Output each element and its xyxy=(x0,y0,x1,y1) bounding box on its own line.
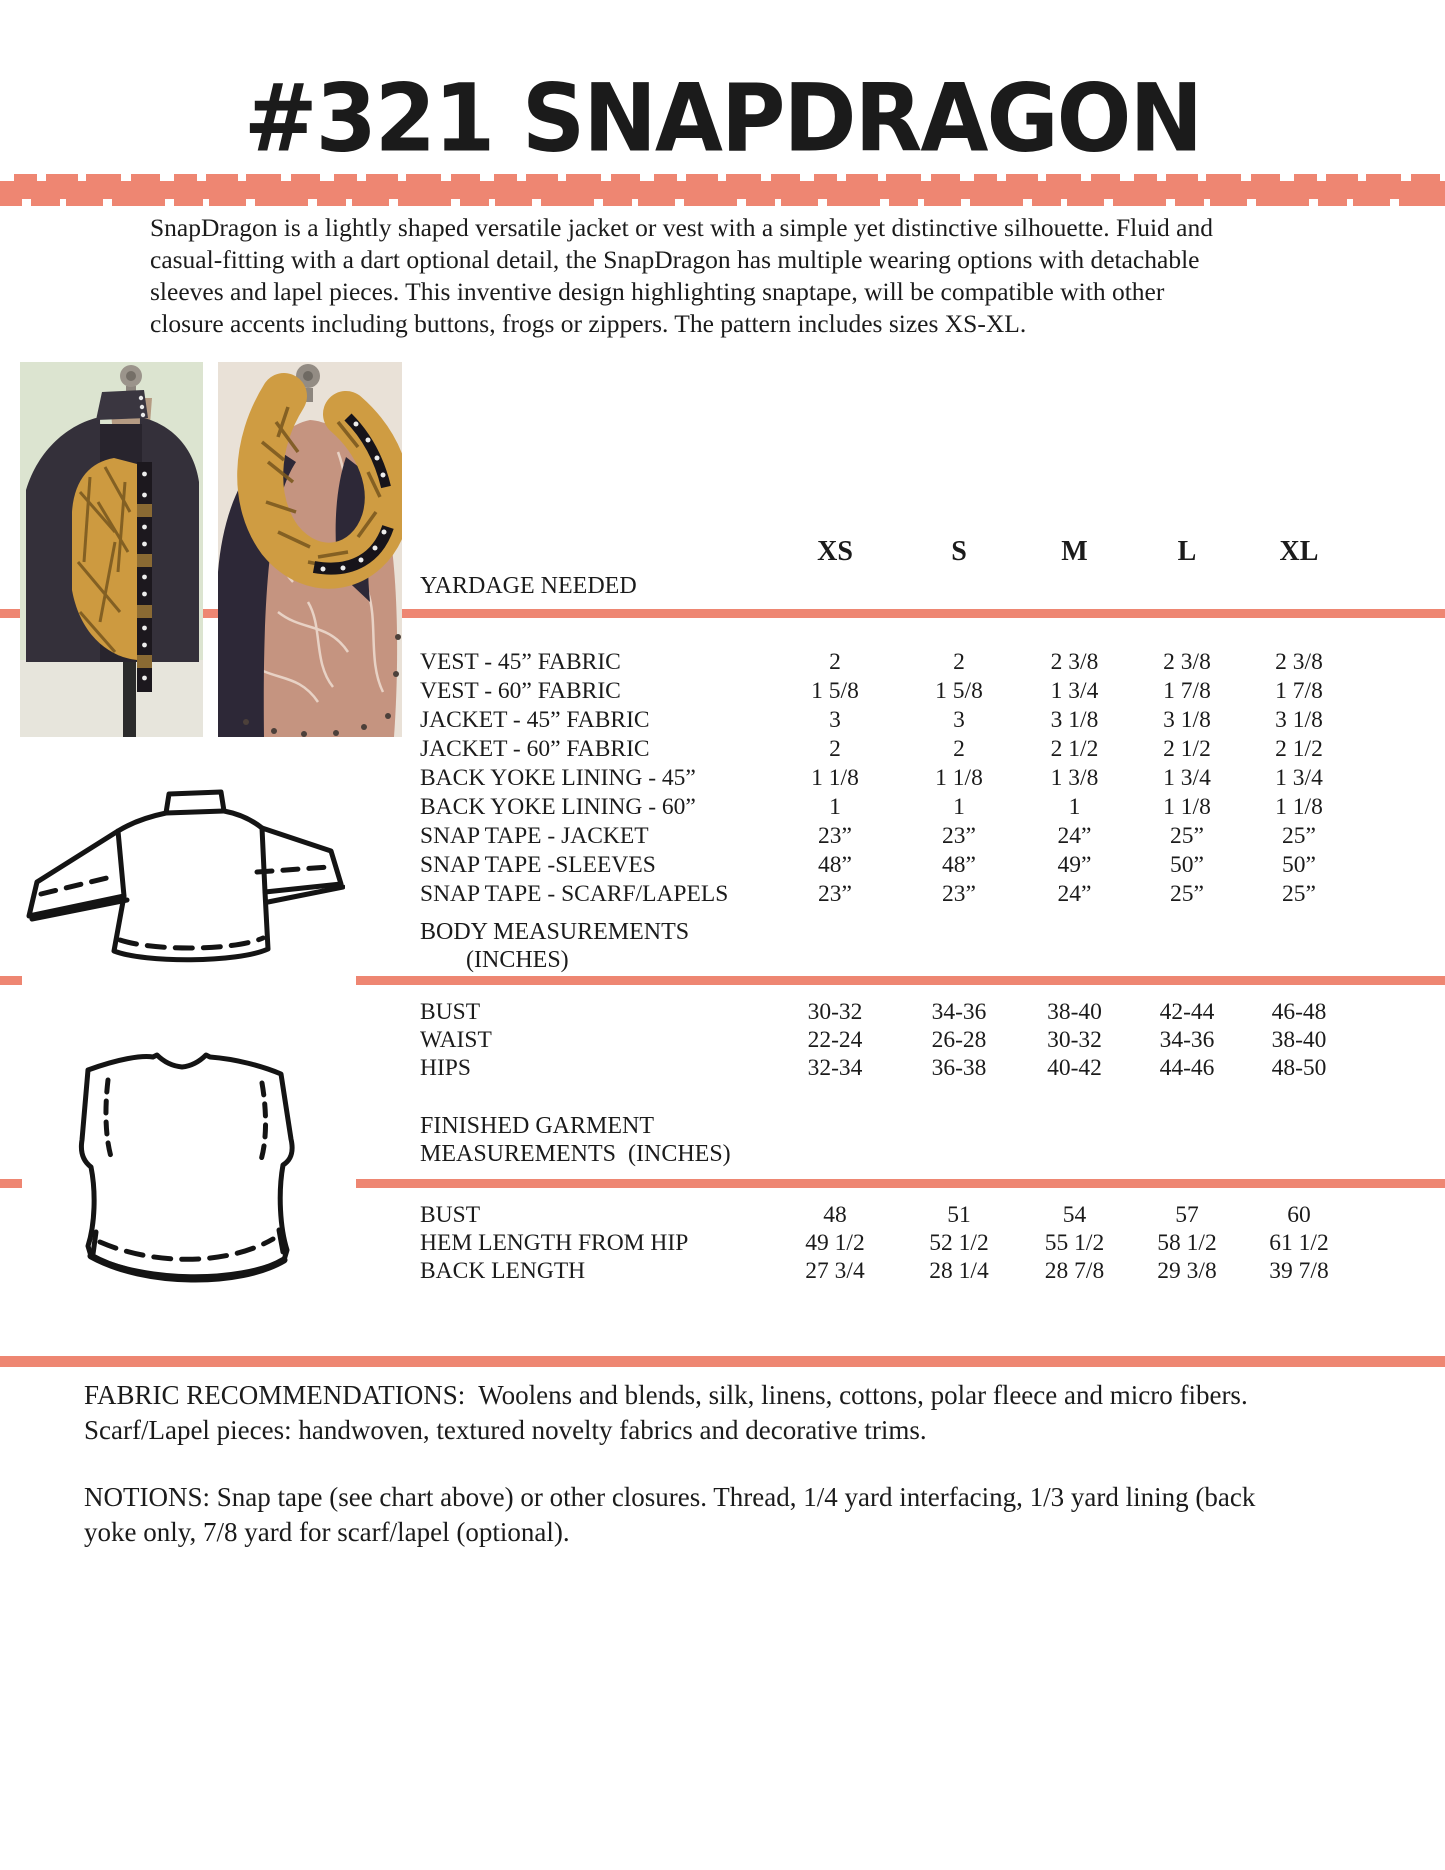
table-row xyxy=(420,1229,1355,1257)
row-value: 58 1/2 xyxy=(1157,1229,1217,1256)
table-row xyxy=(420,735,1355,764)
row-label: WAIST xyxy=(420,1026,492,1053)
table-row xyxy=(420,880,1355,909)
row-value: 24” xyxy=(1057,823,1092,849)
row-value: 36-38 xyxy=(931,1054,987,1081)
divider-rule-body xyxy=(356,976,1445,985)
row-value: 49” xyxy=(1057,852,1092,878)
row-value: 26-28 xyxy=(931,1026,987,1053)
intro-paragraph xyxy=(150,212,1213,340)
row-label: JACKET - 60” FABRIC xyxy=(420,736,650,762)
row-value: 1 3/4 xyxy=(1163,765,1211,791)
row-label: HIPS xyxy=(420,1054,471,1081)
row-value: 3 1/8 xyxy=(1163,707,1211,733)
table-row xyxy=(420,822,1355,851)
row-value: 34-36 xyxy=(931,998,987,1025)
table-row xyxy=(420,648,1355,677)
intro-line: sleeves and lapel pieces. This inventive design highlighting snaptape, will be compatible with other xyxy=(150,277,1165,306)
row-value: 39 7/8 xyxy=(1269,1257,1329,1284)
row-value: 3 xyxy=(829,707,841,733)
row-label: VEST - 45” FABRIC xyxy=(420,649,621,675)
notions-line: NOTIONS: Snap tape (see chart above) or other closures. Thread, 1/4 yard interfacing, 1/3 yard lining (back xyxy=(84,1482,1256,1512)
table-row xyxy=(420,1026,1355,1054)
row-value: 1 1/8 xyxy=(935,765,983,791)
jacket-line-drawing xyxy=(25,788,345,966)
row-value: 1 1/8 xyxy=(1275,794,1323,820)
row-label: HEM LENGTH FROM HIP xyxy=(420,1229,689,1256)
row-value: 44-46 xyxy=(1159,1054,1215,1081)
divider-rule-finished xyxy=(356,1179,1445,1188)
table-row xyxy=(420,998,1355,1026)
row-value: 23” xyxy=(818,823,852,849)
intro-line: SnapDragon is a lightly shaped versatile jacket or vest with a simple yet distinctive silhouette. Fluid and xyxy=(150,213,1213,242)
row-value: 25” xyxy=(1170,823,1204,849)
table-row xyxy=(420,851,1355,880)
row-value: 54 xyxy=(1062,1201,1087,1228)
accent-band xyxy=(0,174,1445,206)
row-value: 29 3/8 xyxy=(1157,1257,1217,1284)
body-measurements-heading xyxy=(420,918,689,974)
vest-line-drawing-graphic xyxy=(60,1046,310,1290)
notions xyxy=(84,1480,1255,1550)
divider-rule-body-left-stub xyxy=(0,976,22,985)
row-value: 50” xyxy=(1170,852,1204,878)
row-value: 1 5/8 xyxy=(811,678,859,704)
yardage-heading-text: YARDAGE NEEDED xyxy=(420,573,637,599)
row-value: 32-34 xyxy=(807,1054,863,1081)
vest-line-drawing xyxy=(60,1046,310,1290)
row-value: 61 1/2 xyxy=(1269,1229,1329,1256)
row-label: BUST xyxy=(420,998,481,1025)
row-value: 23” xyxy=(942,823,976,849)
row-value: 2 xyxy=(829,736,841,762)
jacket-photo-graphic xyxy=(20,362,203,737)
divider-rule-finished-left-stub xyxy=(0,1179,22,1188)
scarf-lapel-detail-photo xyxy=(218,362,402,737)
row-value: 50” xyxy=(1282,852,1316,878)
row-value: 1 xyxy=(1068,794,1081,820)
intro-line: closure accents including buttons, frogs or zippers. The pattern includes sizes XS-XL. xyxy=(150,309,1027,338)
row-value: 2 1/2 xyxy=(1050,736,1099,762)
size-header-m: M xyxy=(1061,536,1088,567)
divider-rule-header xyxy=(0,609,1445,618)
table-row xyxy=(420,793,1355,822)
row-value: 2 1/2 xyxy=(1275,736,1323,762)
row-value: 22-24 xyxy=(807,1026,863,1053)
row-value: 1 3/4 xyxy=(1275,765,1323,791)
row-label: SNAP TAPE -SLEEVES xyxy=(420,852,656,878)
table-row xyxy=(420,1054,1355,1082)
size-header-row xyxy=(420,536,1355,568)
row-label: BUST xyxy=(420,1201,481,1228)
row-value: 51 xyxy=(947,1201,971,1228)
row-value: 57 xyxy=(1175,1201,1199,1228)
table-row xyxy=(420,1201,1355,1229)
row-value: 2 3/8 xyxy=(1275,649,1323,675)
row-value: 2 1/2 xyxy=(1163,736,1211,762)
row-value: 48” xyxy=(818,852,852,878)
row-value: 48” xyxy=(942,852,976,878)
row-value: 2 3/8 xyxy=(1163,649,1211,675)
row-label: VEST - 60” FABRIC xyxy=(420,678,621,704)
row-value: 2 xyxy=(953,649,965,675)
row-value: 30-32 xyxy=(807,998,863,1025)
page-title: #321 SNAPDRAGON xyxy=(243,63,1202,173)
row-value: 49 1/2 xyxy=(805,1229,865,1256)
size-header-xl: XL xyxy=(1279,536,1319,567)
size-header-l: L xyxy=(1177,536,1197,567)
fabric-recommendations-line: Scarf/Lapel pieces: handwoven, textured novelty fabrics and decorative trims. xyxy=(84,1415,927,1445)
row-value: 3 1/8 xyxy=(1050,707,1099,733)
row-value: 3 xyxy=(953,707,965,733)
row-label: BACK LENGTH xyxy=(420,1257,586,1284)
row-value: 25” xyxy=(1170,881,1204,907)
row-value: 40-42 xyxy=(1047,1054,1102,1081)
row-value: 3 1/8 xyxy=(1275,707,1323,733)
row-value: 23” xyxy=(942,881,976,907)
row-value: 38-40 xyxy=(1047,998,1102,1025)
row-value: 24” xyxy=(1057,881,1092,907)
row-label: SNAP TAPE - SCARF/LAPELS xyxy=(420,881,729,907)
yardage-heading xyxy=(420,572,637,600)
row-value: 2 xyxy=(953,736,965,762)
finished-garment-heading-text: FINISHED GARMENT xyxy=(420,1113,654,1139)
row-value: 48-50 xyxy=(1271,1054,1327,1081)
table-row xyxy=(420,764,1355,793)
row-value: 1 7/8 xyxy=(1275,678,1323,704)
row-value: 30-32 xyxy=(1047,1026,1102,1053)
row-value: 1 3/4 xyxy=(1050,678,1099,704)
row-value: 1 xyxy=(829,794,841,820)
divider-rule-footer xyxy=(0,1356,1445,1367)
jacket-on-dress-form-photo xyxy=(20,362,203,737)
size-header-xs: XS xyxy=(817,536,853,567)
finished-garment-heading xyxy=(420,1112,731,1168)
finished-garment-subheading: MEASUREMENTS (INCHES) xyxy=(420,1141,731,1167)
row-value: 1 xyxy=(953,794,965,820)
row-value: 2 3/8 xyxy=(1050,649,1099,675)
row-value: 28 7/8 xyxy=(1044,1257,1105,1284)
row-value: 1 1/8 xyxy=(811,765,859,791)
jacket-line-drawing-graphic xyxy=(25,788,345,966)
size-header-s: S xyxy=(951,536,967,567)
row-label: BACK YOKE LINING - 45” xyxy=(420,765,696,791)
row-value: 25” xyxy=(1282,823,1316,849)
row-value: 25” xyxy=(1282,881,1316,907)
row-value: 46-48 xyxy=(1271,998,1327,1025)
row-value: 1 7/8 xyxy=(1163,678,1211,704)
body-measurements-heading-text: BODY MEASUREMENTS xyxy=(420,919,690,945)
row-value: 34-36 xyxy=(1159,1026,1215,1053)
intro-line: casual-fitting with a dart optional detail, the SnapDragon has multiple wearing options with detachable xyxy=(150,245,1200,274)
row-label: SNAP TAPE - JACKET xyxy=(420,823,649,849)
body-measurements-table xyxy=(420,998,1355,1082)
row-value: 38-40 xyxy=(1271,1026,1327,1053)
row-value: 52 1/2 xyxy=(929,1229,989,1256)
row-value: 2 xyxy=(829,649,841,675)
row-value: 55 1/2 xyxy=(1044,1229,1105,1256)
table-row xyxy=(420,677,1355,706)
fabric-recommendations-line: FABRIC RECOMMENDATIONS: Woolens and blends, silk, linens, cottons, polar fleece and micro fibers. xyxy=(84,1380,1248,1410)
row-value: 42-44 xyxy=(1159,998,1215,1025)
row-label: BACK YOKE LINING - 60” xyxy=(420,794,696,820)
scarf-photo-graphic xyxy=(218,362,402,737)
table-row xyxy=(420,706,1355,735)
row-value: 28 1/4 xyxy=(929,1257,989,1284)
body-measurements-subheading: (INCHES) xyxy=(466,947,569,973)
row-value: 1 5/8 xyxy=(935,678,983,704)
row-label: JACKET - 45” FABRIC xyxy=(420,707,650,733)
row-value: 48 xyxy=(823,1201,847,1228)
row-value: 27 3/4 xyxy=(805,1257,865,1284)
yardage-table xyxy=(420,648,1355,909)
row-value: 1 3/8 xyxy=(1050,765,1099,791)
finished-garment-table xyxy=(420,1201,1355,1285)
notions-line: yoke only, 7/8 yard for scarf/lapel (optional). xyxy=(84,1517,570,1547)
row-value: 60 xyxy=(1287,1201,1311,1228)
table-row xyxy=(420,1257,1355,1285)
row-value: 1 1/8 xyxy=(1163,794,1211,820)
row-value: 23” xyxy=(818,881,852,907)
fabric-recommendations xyxy=(84,1378,1248,1448)
